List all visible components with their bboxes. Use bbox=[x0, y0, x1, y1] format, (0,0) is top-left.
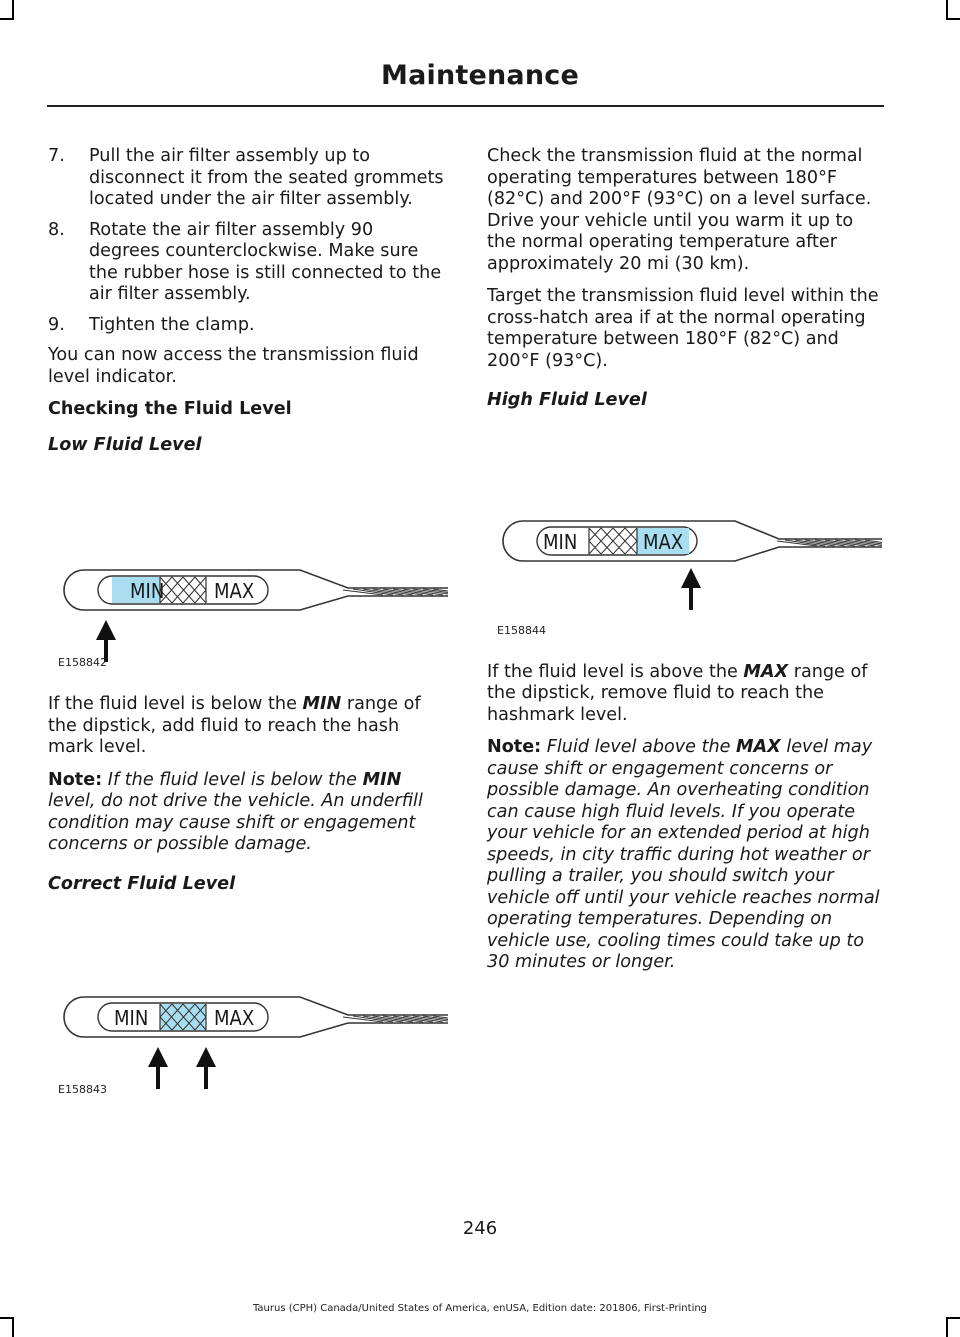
note-label: Note: bbox=[487, 737, 542, 757]
text-run: range of the dipstick, remove fluid to reach the hashmark level. bbox=[487, 661, 868, 725]
step-number: 8. bbox=[48, 219, 65, 240]
low-level-paragraph bbox=[48, 694, 448, 759]
figure-code: E158844 bbox=[497, 623, 546, 637]
page-number: 246 bbox=[462, 1218, 498, 1239]
low-level-heading: Low Fluid Level bbox=[48, 434, 202, 455]
left-column bbox=[48, 146, 448, 1109]
low-level-note bbox=[48, 770, 448, 856]
text-run: If the fluid level is below the bbox=[48, 694, 303, 714]
note-text: If the fluid level is below the bbox=[102, 769, 363, 790]
list-item bbox=[48, 146, 448, 211]
min-label: MIN bbox=[114, 1006, 149, 1030]
crop-mark bbox=[946, 1317, 960, 1319]
max-label: MAX bbox=[214, 579, 255, 603]
step-text: Rotate the air filter assembly 90 degrees counterclockwise. Make sure the rubber hose is still connected to the air filter assembly. bbox=[89, 219, 442, 304]
list-item bbox=[48, 315, 448, 337]
list-item bbox=[48, 220, 448, 306]
check-paragraph: Check the transmission fluid at the normal operating temperatures between 180°F (82°C) and 200°F (93°C) on a level surface. Drive your vehicle until you warm it up to the normal operating temperature after approximately 20 mi (30 km). bbox=[487, 146, 872, 274]
dipstick-high-illustration bbox=[487, 426, 885, 646]
figure-code: E158843 bbox=[58, 1083, 107, 1096]
crop-mark bbox=[946, 0, 948, 20]
note-label: Note: bbox=[48, 769, 103, 790]
correct-level-figure bbox=[48, 909, 448, 1109]
note-text: Fluid level above the bbox=[541, 737, 737, 757]
crop-mark bbox=[12, 1317, 14, 1337]
arrow-icon bbox=[148, 1047, 168, 1067]
low-level-figure bbox=[48, 470, 448, 694]
text-run: range of the dipstick, add fluid to reach the hash mark level. bbox=[48, 694, 421, 757]
step-number: 9. bbox=[48, 314, 65, 335]
step-text: Pull the air filter assembly up to disconnect it from the seated grommets located under the air filter assembly. bbox=[89, 146, 444, 209]
max-label: MAX bbox=[214, 1006, 255, 1030]
header-rule bbox=[47, 105, 884, 107]
high-level-heading: High Fluid Level bbox=[487, 390, 647, 410]
crop-mark bbox=[946, 18, 960, 20]
crop-mark bbox=[0, 1317, 14, 1319]
emphasis-max: MAX bbox=[743, 661, 789, 682]
crop-mark bbox=[946, 1317, 948, 1337]
note-text: level may cause shift or engagement concerns or possible damage. An overheating condition can cause high fluid levels. If you operate your vehicle for an extended period at high speeds, in city traffic during hot weather or pulling a trailer, you should switch your vehicle off until your vehicle reaches normal operating temperatures. Depending on vehicle use, cooling times could take up to 30 minutes or longer. bbox=[487, 737, 880, 972]
figure-code: E158842 bbox=[58, 656, 107, 669]
min-label: MIN bbox=[130, 579, 165, 603]
min-label: MIN bbox=[543, 529, 578, 554]
access-paragraph: You can now access the transmission fluid level indicator. bbox=[48, 345, 419, 387]
emphasis-max: MAX bbox=[736, 737, 781, 757]
crop-mark bbox=[12, 0, 14, 20]
crop-mark bbox=[0, 18, 14, 20]
emphasis-min: MIN bbox=[302, 694, 342, 714]
high-level-note bbox=[487, 737, 885, 974]
correct-level-heading: Correct Fluid Level bbox=[48, 873, 236, 894]
target-paragraph: Target the transmission fluid level within the cross-hatch area if at the normal operating temperature between 180°F (82°C) and 200°F (93°C). bbox=[487, 286, 879, 371]
page-title: Maintenance bbox=[381, 60, 579, 91]
step-number: 7. bbox=[48, 146, 65, 166]
note-text: level, do not drive the vehicle. An underfill condition may cause shift or engagement concerns or possible damage. bbox=[48, 791, 423, 854]
arrow-icon bbox=[96, 620, 116, 640]
dipstick-correct-illustration bbox=[48, 909, 448, 1109]
footer-edition-text: Taurus (CPH) Canada/United States of America, enUSA, Edition date: 201806, First-Printing bbox=[252, 1303, 708, 1314]
right-column bbox=[487, 146, 885, 985]
max-label: MAX bbox=[643, 529, 684, 554]
high-level-paragraph bbox=[487, 662, 885, 727]
section-heading: Checking the Fluid Level bbox=[48, 399, 292, 419]
text-run: If the fluid level is above the bbox=[487, 661, 744, 682]
emphasis-min: MIN bbox=[362, 769, 402, 790]
arrow-icon bbox=[196, 1047, 216, 1067]
arrow-icon bbox=[681, 568, 701, 588]
dipstick-low-illustration bbox=[48, 470, 448, 670]
step-text: Tighten the clamp. bbox=[89, 314, 255, 335]
high-level-figure bbox=[487, 426, 885, 662]
